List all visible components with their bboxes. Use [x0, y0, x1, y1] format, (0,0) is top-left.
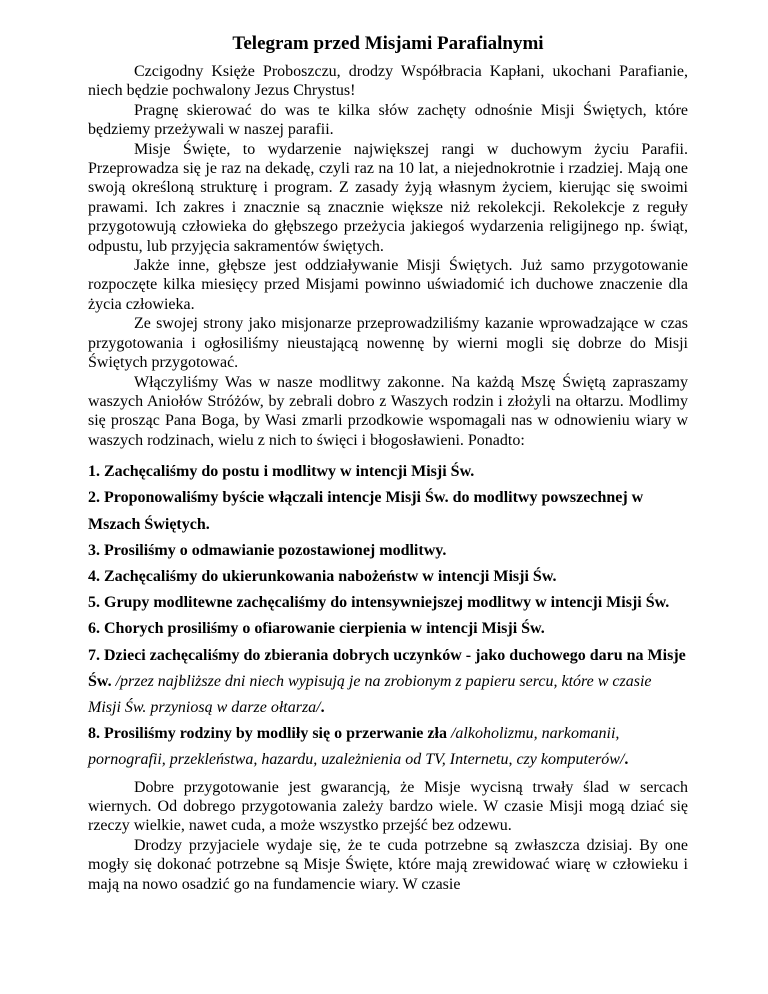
list-item	[88, 721, 688, 773]
list-item	[88, 485, 688, 537]
list-item-text: 3. Prosiliśmy o odmawianie pozostawionej modlitwy.	[88, 541, 447, 559]
list-item-text: 6. Chorych prosiliśmy o ofiarowanie cierpienia w intencji Misji Św.	[88, 620, 545, 638]
paragraph-deeper-impact: Jakże inne, głębsze jest oddziaływanie Misji Świętych. Już samo przygotowanie rozpoczęte kilka miesięcy przed Misjami powinno uświadomić ich duchowe znaczenie dla życia człowieka.	[88, 257, 688, 313]
list-item-tail: .	[320, 698, 325, 716]
paragraph-intro: Pragnę skierować do was te kilka słów zachęty odnośnie Misji Świętych, które będziemy przeżywali w naszej parafii.	[88, 101, 688, 139]
paragraph-good-preparation: Dobre przygotowanie jest gwarancją, że Misje wycisną trwały ślad w sercach wiernych. Od dobrego przygotowania zależy bardzo wiele. W czasie Misji mogą dziać się rzeczy wielkie, nawet cuda, a może wszystko przejść bez odzewu.	[88, 778, 688, 835]
list-item-text: 7. Dzieci zachęcaliśmy do zbierania dobrych uczynków - jako duchowego daru na Misje Św.	[88, 646, 686, 690]
list-item-tail: .	[624, 751, 629, 769]
list-item-text: 4. Zachęcaliśmy do ukierunkowania nabożeństw w intencji Misji Św.	[88, 567, 557, 585]
list-item	[88, 538, 688, 564]
list-item-text: 1. Zachęcaliśmy do postu i modlitwy w intencji Misji Św.	[88, 463, 475, 481]
list-item-note: /alkoholizmu, narkomanii, pornografii, przekleństwa, hazardu, uzależnienia od TV, Internetu, czy komputerów/	[88, 725, 625, 769]
list-item-text: 2. Proponowaliśmy byście włączali intencje Misji Św. do modlitwy powszechnej w Mszach Świętych.	[88, 489, 644, 533]
document-title: Telegram przed Misjami Parafialnymi	[232, 33, 544, 54]
list-item	[88, 590, 688, 616]
list-item-note: /przez najbliższe dni niech wypisują je na zrobionym z papieru sercu, które w czasie Misji Św. przyniosą w darze ołtarza/	[88, 672, 652, 716]
list-item	[88, 564, 688, 590]
list-item-text: 5. Grupy modlitewne zachęcaliśmy do intensywniejszej modlitwy w intencji Misji Św.	[88, 594, 670, 612]
paragraph-missions-definition: Misje Święte, to wydarzenie największej rangi w duchowym życiu Parafii. Przeprowadza się je raz na dekadę, czyli raz na 10 lat, a niejednokrotnie i rzadziej. Mają one swoją określoną strukturę i program. Z zasady żyją własnym życiem, kierując się swoimi prawami. Ich zakres i znacznie są znacznie większe niż rekolekcji. Rekolekcje z reguły przygotowują człowieka do głębszego przeżycia jakiegoś wydarzenia religijnego np. świąt, odpustu, lub przyjęcia sakramentów świętych.	[88, 140, 688, 255]
list-item-text: 8. Prosiliśmy rodziny by modliły się o przerwanie zła	[88, 725, 451, 743]
list-item	[88, 643, 688, 722]
paragraph-miracles: Drodzy przyjaciele wydaje się, że te cuda potrzebne są zwłaszcza dzisiaj. By one mogły się dokonać potrzebne są Misje Święte, które mają zrewidować wiarę w człowieku i mają na nowo osadzić go na fundamencie wiary. W czasie	[88, 836, 688, 893]
list-item	[88, 616, 688, 642]
paragraph-prayers: Włączyliśmy Was w nasze modlitwy zakonne. Na każdą Mszę Świętą zapraszamy waszych Aniołów Stróżów, by zebrali dobro z Waszych rodzin i złożyli na ołtarzu. Modlimy się prosząc Pana Boga, by Wasi zmarli przodkowie wspomagali nas w odnowieniu wiary w waszych rodzinach, wielu z nich to święci i błogosławieni. Ponadto:	[88, 373, 688, 449]
paragraph-greeting: Czcigodny Księże Proboszczu, drodzy Współbracia Kapłani, ukochani Parafianie, niech będzie pochwalony Jezus Chrystus!	[88, 63, 688, 100]
paragraph-missionaries-sermon: Ze swojej strony jako misjonarze przeprowadziliśmy kazanie wprowadzające w czas przygotowania i ogłosiliśmy nieustającą nowennę by wierni mogli się dobrze do Misji Świętych przygotować.	[88, 315, 688, 372]
numbered-list	[88, 459, 688, 773]
list-item	[88, 459, 688, 485]
